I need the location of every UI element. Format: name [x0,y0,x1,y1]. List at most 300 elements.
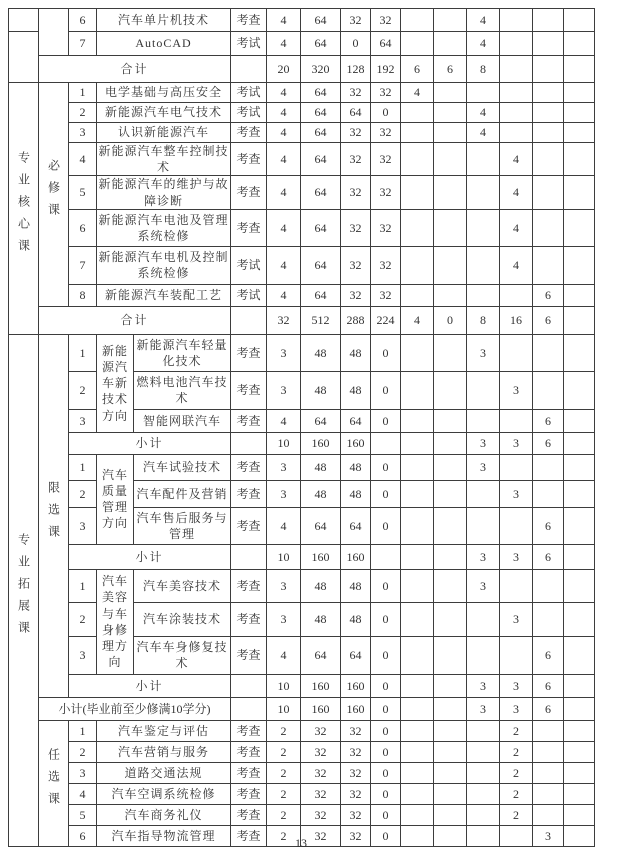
cell-exam-type: 考查 [231,480,267,507]
cell-sem1 [401,9,434,32]
cell-sem4: 3 [500,544,533,569]
cell-num: 5 [69,176,97,209]
cell-sem2 [434,123,467,143]
cell-practice: 32 [371,9,401,32]
cell-sem6 [564,507,595,544]
cell-practice: 0 [371,697,401,720]
cell-num: 3 [69,762,97,783]
cell-course-name: 智能网联汽车 [134,409,231,432]
cell-sem5 [533,371,564,409]
cell-hours: 160 [301,674,341,697]
cell-sem2 [434,32,467,56]
cell-exam-type: 考试 [231,284,267,306]
cell-sem1 [401,697,434,720]
cell-theory: 32 [341,246,371,284]
cell-practice: 32 [371,284,401,306]
cell-course-name: 汽车指导物流管理 [97,825,231,846]
cell-practice: 0 [371,636,401,674]
cell-num: 2 [69,602,97,636]
cell-sem4: 16 [500,306,533,334]
cell-theory: 128 [341,56,371,83]
cell-theory: 48 [341,569,371,602]
cell-sem6 [564,409,595,432]
cell-credit: 4 [267,176,301,209]
cell-sem2 [434,9,467,32]
cell-sem5 [533,720,564,741]
cell-credit: 10 [267,432,301,454]
cell-sem1 [401,804,434,825]
cell-sem1 [401,432,434,454]
cell-sem3 [467,176,500,209]
cell-course-name: 燃料电池汽车技术 [134,371,231,409]
cell-theory: 48 [341,480,371,507]
cell-practice: 32 [371,143,401,176]
cell-sem2 [434,284,467,306]
cell-num: 4 [69,143,97,176]
cell-sem3: 3 [467,454,500,480]
cell-credit: 4 [267,409,301,432]
section-label-extension-text: 专业拓展课 [16,533,31,644]
cell-course-name: AutoCAD [97,32,231,56]
cell-sem5: 6 [533,674,564,697]
cell-exam-type [231,432,267,454]
cell-sem3 [467,409,500,432]
cell-sem6 [564,306,595,334]
cell-sem6 [564,123,595,143]
cell-hours: 48 [301,334,341,371]
cell-practice: 192 [371,56,401,83]
cell-theory: 32 [341,720,371,741]
cell-course-name: 汽车车身修复技术 [134,636,231,674]
cell-theory: 48 [341,334,371,371]
cell-sem6 [564,9,595,32]
cell-sem4: 2 [500,762,533,783]
cell-exam-type: 考查 [231,143,267,176]
cell-exam-type: 考查 [231,507,267,544]
cell-sem6 [564,103,595,123]
cell-sem3 [467,804,500,825]
subtotal-row-label: 小计 [69,544,231,569]
cell-theory: 160 [341,697,371,720]
cell-theory: 32 [341,762,371,783]
cell-credit: 3 [267,480,301,507]
cell-hours: 512 [301,306,341,334]
cell-sem1 [401,569,434,602]
section-label-core-text: 专业核心课 [16,151,31,262]
cell-num: 8 [69,284,97,306]
cell-course-name: 道路交通法规 [97,762,231,783]
cell-credit: 2 [267,720,301,741]
cell-practice: 0 [371,825,401,846]
section-label-extension [9,334,39,846]
cell-sem4: 2 [500,783,533,804]
cell-num: 6 [69,9,97,32]
cell-course-name: 汽车鉴定与评估 [97,720,231,741]
cell-sem1 [401,32,434,56]
cell-sem5: 6 [533,432,564,454]
cell-exam-type: 考试 [231,32,267,56]
cell-sem1 [401,762,434,783]
cell-sem4 [500,334,533,371]
cell-sem4: 4 [500,143,533,176]
cell-credit: 3 [267,569,301,602]
cell-theory: 32 [341,783,371,804]
cell-num: 1 [69,454,97,480]
cell-sem5 [533,569,564,602]
cell-hours: 64 [301,123,341,143]
cell-practice: 0 [371,507,401,544]
cell-hours: 320 [301,56,341,83]
cell-practice: 0 [371,674,401,697]
cell-num: 1 [69,83,97,103]
cell-sem4: 2 [500,741,533,762]
cell-credit: 3 [267,334,301,371]
cell-credit: 2 [267,762,301,783]
cell-sem3 [467,143,500,176]
cell-sem4 [500,32,533,56]
cell-theory: 32 [341,209,371,246]
cell-hours: 32 [301,762,341,783]
cell-exam-type: 考查 [231,636,267,674]
cell-sem5 [533,741,564,762]
cell-practice: 32 [371,83,401,103]
cell-credit: 4 [267,143,301,176]
cell-exam-type: 考查 [231,602,267,636]
cell-credit: 10 [267,544,301,569]
cell-sem2 [434,569,467,602]
cell-sem6 [564,371,595,409]
cell-sem6 [564,143,595,176]
cell-sem2 [434,83,467,103]
cell-sem4: 3 [500,480,533,507]
cell-sem2 [434,720,467,741]
cell-exam-type: 考查 [231,409,267,432]
cell-sem6 [564,176,595,209]
cell-theory: 288 [341,306,371,334]
cell-course-name: 新能源汽车装配工艺 [97,284,231,306]
cell-sem2 [434,143,467,176]
cell-sem2 [434,507,467,544]
cell-theory: 160 [341,544,371,569]
cell-course-name: 汽车营销与服务 [97,741,231,762]
cell-theory: 32 [341,83,371,103]
cell-sem2 [434,432,467,454]
cell-sem4: 3 [500,674,533,697]
cell-sem1 [401,409,434,432]
cell-sem3: 3 [467,569,500,602]
cell-sem6 [564,602,595,636]
cell-sem4: 2 [500,720,533,741]
cell-practice [371,432,401,454]
cell-theory: 64 [341,507,371,544]
cell-sem5: 6 [533,306,564,334]
cell-sem1 [401,720,434,741]
cell-course-name: 新能源汽车整车控制技术 [98,144,229,175]
cell-sem1 [401,246,434,284]
cell-sem1 [401,143,434,176]
cell-sem2 [434,209,467,246]
cell-hours: 32 [301,741,341,762]
cell-hours: 64 [301,176,341,209]
cell-sem5: 3 [533,825,564,846]
cell-sem6 [564,432,595,454]
cell-course-name: 认识新能源汽车 [97,123,231,143]
cell-sem2 [434,804,467,825]
cell-sem1 [401,674,434,697]
cell-sem3 [467,83,500,103]
cell-hours: 160 [301,697,341,720]
cell-hours: 64 [301,32,341,56]
cell-sem2 [434,762,467,783]
cell-credit: 3 [267,454,301,480]
cell-sem5 [533,762,564,783]
cell-sem1 [401,103,434,123]
cell-sem5 [533,602,564,636]
cell-credit: 2 [267,804,301,825]
cell-sem4: 3 [500,697,533,720]
cell-credit: 4 [267,123,301,143]
cell-sem4 [500,284,533,306]
cell-theory: 32 [341,143,371,176]
cell-sem3: 3 [467,697,500,720]
cell-sem3: 3 [467,544,500,569]
subsection-label-limited-text: 限选课 [46,480,61,547]
cell-sem3: 4 [467,103,500,123]
cell-exam-type: 考查 [231,454,267,480]
cell-hours: 48 [301,371,341,409]
cell-num: 3 [69,507,97,544]
cell-sem6 [564,83,595,103]
cell-hours: 64 [301,246,341,284]
cell-credit: 4 [267,246,301,284]
cell-theory: 32 [341,123,371,143]
cell-sem2 [434,602,467,636]
cell-practice: 0 [371,371,401,409]
cell-sem5: 6 [533,284,564,306]
cell-sem3: 3 [467,674,500,697]
cell-hours: 32 [301,783,341,804]
cell-practice: 0 [371,783,401,804]
cell-sem5: 6 [533,409,564,432]
cell-sem1 [401,371,434,409]
cell-sem1 [401,176,434,209]
cell-sem6 [564,569,595,602]
cell-sem1 [401,454,434,480]
cell-credit: 4 [267,209,301,246]
cell-sem6 [564,674,595,697]
cell-course-name: 新能源汽车电气技术 [97,103,231,123]
cell-sem5 [533,83,564,103]
cell-credit: 10 [267,697,301,720]
cell-sem3: 4 [467,9,500,32]
cell-credit: 2 [267,825,301,846]
direction-label: 汽车美容与车身修理方向 [97,569,134,674]
cell-num: 1 [69,569,97,602]
cell-sem1: 6 [401,56,434,83]
cell-credit: 4 [267,32,301,56]
cell-theory: 32 [341,741,371,762]
cell-practice [371,544,401,569]
cell-practice: 0 [371,804,401,825]
cell-sem2 [434,334,467,371]
cell-course-name: 汽车美容技术 [134,569,231,602]
cell-practice: 0 [371,569,401,602]
cell-sem6 [564,741,595,762]
cell-theory: 48 [341,371,371,409]
cell-exam-type: 考查 [231,804,267,825]
cell-sem6 [564,762,595,783]
cell-sem3 [467,371,500,409]
cell-practice: 0 [371,720,401,741]
cell-sem2 [434,783,467,804]
cell-theory: 32 [341,804,371,825]
cell-sem4: 4 [500,246,533,284]
cell-credit: 4 [267,103,301,123]
cell-exam-type [231,697,267,720]
cell-practice: 0 [371,741,401,762]
cell-sem5: 6 [533,544,564,569]
cell-hours: 64 [301,83,341,103]
total-row-label: 合计 [39,306,231,334]
cell-sem3 [467,762,500,783]
cell-credit: 20 [267,56,301,83]
cell-sem2 [434,697,467,720]
cell-sem6 [564,32,595,56]
cell-sem2 [434,371,467,409]
cell-sem6 [564,334,595,371]
cell-sem4 [500,123,533,143]
cell-sem4: 3 [500,432,533,454]
subtotal-row-label: 小计 [69,432,231,454]
cell-theory: 64 [341,409,371,432]
cell-sem6 [564,804,595,825]
cell-sem6 [564,56,595,83]
cell-sem5 [533,56,564,83]
cell-sem2: 6 [434,56,467,83]
cell-sem6 [564,454,595,480]
cell-num: 7 [69,246,97,284]
page-number: 13 [295,836,307,850]
subsection-label-limited [39,334,69,697]
cell-credit: 4 [267,636,301,674]
cell-sem1 [401,507,434,544]
cell-sem2 [434,246,467,284]
cell-practice: 0 [371,409,401,432]
cell-theory: 48 [341,602,371,636]
cell-sem3 [467,480,500,507]
prev-subcategory-cell [39,9,69,56]
direction-label: 汽车质量管理方向 [97,454,134,544]
cell-hours: 64 [301,209,341,246]
cell-hours: 48 [301,569,341,602]
cell-sem3 [467,602,500,636]
cell-sem5 [533,32,564,56]
cell-sem5 [533,804,564,825]
cell-practice: 0 [371,334,401,371]
cell-sem1 [401,602,434,636]
cell-exam-type [231,544,267,569]
cell-sem6 [564,636,595,674]
cell-exam-type: 考试 [231,246,267,284]
cell-sem1 [401,741,434,762]
cell-course-name: 新能源汽车轻量化技术 [134,334,231,371]
cell-course-name: 电学基础与高压安全 [97,83,231,103]
cell-course-name: 汽车试验技术 [134,454,231,480]
cell-credit: 4 [267,9,301,32]
cell-hours: 160 [301,432,341,454]
cell-sem3 [467,284,500,306]
cell-sem3 [467,783,500,804]
cell-hours: 48 [301,602,341,636]
cell-practice: 32 [371,123,401,143]
cell-sem6 [564,246,595,284]
cell-sem5 [533,123,564,143]
cell-sem2 [434,480,467,507]
cell-sem4: 4 [500,209,533,246]
cell-sem4 [500,636,533,674]
cell-sem3 [467,720,500,741]
cell-theory: 0 [341,32,371,56]
cell-hours: 64 [301,507,341,544]
cell-credit: 2 [267,741,301,762]
cell-num: 3 [69,409,97,432]
cell-num: 3 [69,636,97,674]
cell-credit: 10 [267,674,301,697]
subsection-label-required-text: 必修课 [46,159,61,226]
cell-sem4 [500,507,533,544]
cell-sem4: 4 [500,176,533,209]
cell-sem2 [434,741,467,762]
cell-sem6 [564,284,595,306]
cell-sem2: 0 [434,306,467,334]
cell-hours: 48 [301,454,341,480]
cell-course-name: 新能源汽车电机及控制系统检修 [97,246,231,284]
cell-num: 2 [69,371,97,409]
cell-exam-type: 考查 [231,123,267,143]
cell-theory: 32 [341,825,371,846]
cell-practice: 32 [371,176,401,209]
cell-sem1: 4 [401,83,434,103]
cell-num: 1 [69,334,97,371]
cell-course-name: 汽车涂装技术 [134,602,231,636]
cell-num: 7 [69,32,97,56]
cell-sem2 [434,636,467,674]
cell-hours: 64 [301,103,341,123]
cell-sem6 [564,544,595,569]
cell-theory: 48 [341,454,371,480]
cell-course-name: 新能源汽车电池及管理系统检修 [97,209,231,246]
cell-exam-type: 考查 [231,720,267,741]
cell-sem2 [434,674,467,697]
cell-hours: 64 [301,143,341,176]
cell-practice: 0 [371,762,401,783]
cell-sem2 [434,103,467,123]
cell-hours: 160 [301,544,341,569]
cell-course-name: 汽车单片机技术 [97,9,231,32]
cell-sem4 [500,569,533,602]
cell-exam-type: 考查 [231,334,267,371]
cell-sem3: 8 [467,56,500,83]
subsection-label-optional-text: 任选课 [46,748,61,815]
cell-exam-type: 考查 [231,783,267,804]
cell-exam-type: 考查 [231,371,267,409]
cell-exam-type: 考查 [231,741,267,762]
cell-sem1 [401,284,434,306]
cell-hours: 32 [301,804,341,825]
cell-exam-type [231,306,267,334]
cell-practice: 32 [371,209,401,246]
cell-sem3: 4 [467,123,500,143]
